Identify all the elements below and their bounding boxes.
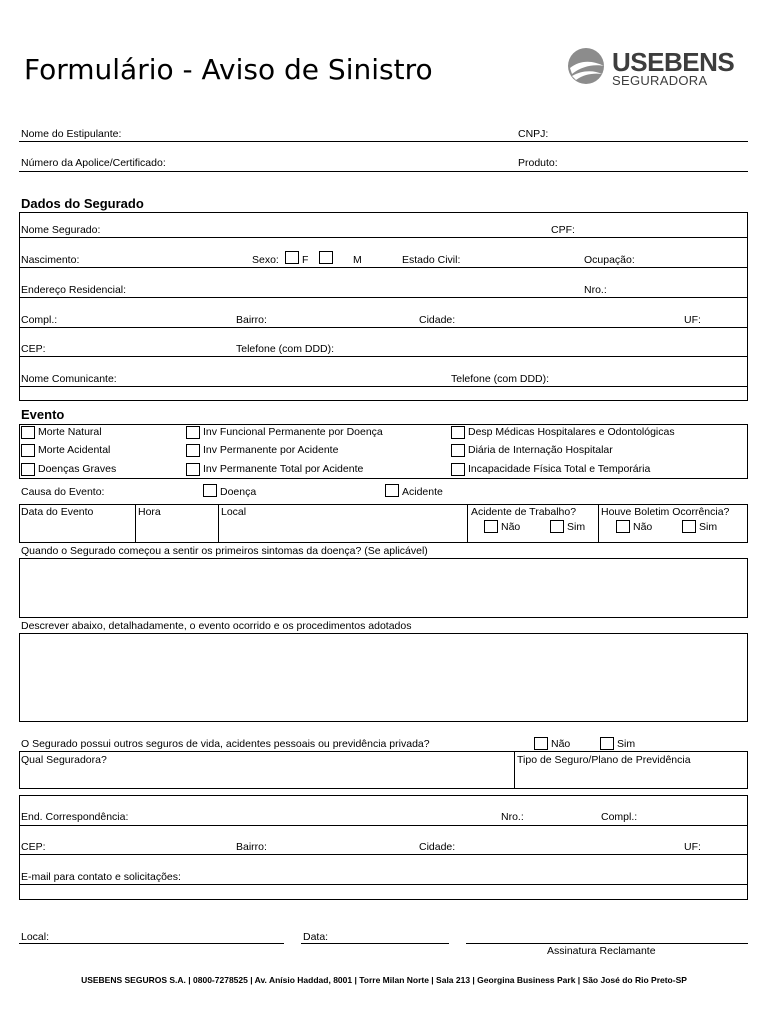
assinatura-label: Assinatura Reclamante (547, 945, 656, 957)
boletim-sim-label: Sim (699, 521, 718, 533)
acidente-trabalho-sim-checkbox[interactable] (550, 520, 564, 533)
morte-acidental-label: Morte Acidental (38, 444, 111, 456)
tipo-seguro-label: Tipo de Seguro/Plano de Previdência (517, 754, 691, 766)
footer-text: USEBENS SEGUROS S.A. | 0800-7278525 | Av. Anísio Haddad, 8001 | Torre Milan Norte | Sala 213 | Georgina Business Park | São José do Rio Preto-SP (81, 975, 687, 985)
sintomas-question: Quando o Segurado começou a sentir os primeiros sintomas da doença? (Se aplicável) (21, 545, 428, 557)
uf-label: UF: (684, 314, 701, 326)
acidente-trabalho-nao-label: Não (501, 521, 521, 533)
causa-acidente-label: Acidente (402, 486, 443, 498)
descrever-textarea[interactable] (19, 633, 748, 722)
end-correspondencia-label: End. Correspondência: (21, 811, 129, 823)
nome-segurado-label: Nome Segurado: (21, 224, 101, 236)
causa-doenca-checkbox[interactable] (203, 484, 217, 497)
outros-seguros-sim-checkbox[interactable] (600, 737, 614, 750)
data-field[interactable] (301, 943, 449, 944)
nascimento-label: Nascimento: (21, 254, 80, 266)
corr-bairro-label: Bairro: (236, 841, 267, 853)
sintomas-textarea[interactable] (19, 558, 748, 618)
inv-permanente-acidente-checkbox[interactable] (186, 444, 200, 457)
assinatura-field[interactable] (466, 943, 748, 944)
estipulante-label: Nome do Estipulante: (21, 128, 122, 140)
boletim-label: Houve Boletim Ocorrência? (601, 506, 730, 518)
email-label: E-mail para contato e solicitações: (21, 871, 181, 883)
nro-label: Nro.: (584, 284, 607, 296)
cpf-label: CPF: (551, 224, 575, 236)
apolice-label: Número da Apolice/Certificado: (21, 157, 166, 169)
telefone-label: Telefone (com DDD): (236, 343, 335, 355)
logo-subtitle: SEGURADORA (612, 73, 708, 88)
acidente-trabalho-nao-checkbox[interactable] (484, 520, 498, 533)
outros-seguros-sim-label: Sim (617, 738, 636, 750)
segurado-heading: Dados do Segurado (21, 196, 144, 211)
apolice-field[interactable] (19, 171, 748, 172)
acidente-trabalho-label: Acidente de Trabalho? (471, 506, 577, 518)
diaria-internacao-checkbox[interactable] (451, 444, 465, 457)
evento-heading: Evento (21, 407, 65, 422)
doencas-graves-checkbox[interactable] (21, 463, 35, 476)
bairro-label: Bairro: (236, 314, 267, 326)
hora-label: Hora (138, 506, 161, 518)
corr-compl-label: Compl.: (601, 811, 638, 823)
inv-permanente-total-checkbox[interactable] (186, 463, 200, 476)
morte-natural-label: Morte Natural (38, 426, 102, 438)
sexo-label: Sexo: (252, 254, 279, 266)
inv-funcional-checkbox[interactable] (186, 426, 200, 439)
estipulante-field[interactable] (19, 141, 748, 142)
sexo-f-checkbox[interactable] (285, 251, 299, 264)
logo-name: USEBENS (612, 47, 735, 77)
cep-label: CEP: (21, 343, 46, 355)
corr-nro-label: Nro.: (501, 811, 524, 823)
doencas-graves-label: Doenças Graves (38, 463, 117, 475)
compl-label: Compl.: (21, 314, 58, 326)
acidente-trabalho-sim-label: Sim (567, 521, 586, 533)
ocupacao-label: Ocupação: (584, 254, 635, 266)
desp-medicas-checkbox[interactable] (451, 426, 465, 439)
qual-seguradora-label: Qual Seguradora? (21, 754, 107, 766)
inv-funcional-label: Inv Funcional Permanente por Doença (203, 426, 383, 438)
corr-cep-label: CEP: (21, 841, 46, 853)
corr-uf-label: UF: (684, 841, 701, 853)
local-field[interactable] (19, 943, 284, 944)
inv-permanente-acidente-label: Inv Permanente por Acidente (203, 444, 339, 456)
estado-civil-label: Estado Civil: (402, 254, 461, 266)
boletim-sim-checkbox[interactable] (682, 520, 696, 533)
local-label: Local: (21, 931, 50, 943)
sexo-m-label: M (353, 254, 362, 266)
local-evento-label: Local (221, 506, 247, 518)
morte-acidental-checkbox[interactable] (21, 444, 35, 457)
morte-natural-checkbox[interactable] (21, 426, 35, 439)
causa-acidente-checkbox[interactable] (385, 484, 399, 497)
outros-seguros-question: O Segurado possui outros seguros de vida, acidentes pessoais ou previdência privada? (21, 738, 430, 750)
outros-seguros-nao-label: Não (551, 738, 571, 750)
produto-label: Produto: (518, 157, 558, 169)
segurado-table (19, 212, 748, 401)
comunicante-label: Nome Comunicante: (21, 373, 117, 385)
incapacidade-label: Incapacidade Física Total e Temporária (468, 463, 651, 475)
sexo-f-label: F (302, 254, 309, 266)
data-evento-label: Data do Evento (21, 506, 94, 518)
page-title: Formulário - Aviso de Sinistro (24, 53, 433, 86)
cnpj-label: CNPJ: (518, 128, 549, 140)
diaria-internacao-label: Diária de Internação Hospitalar (468, 444, 613, 456)
endereco-label: Endereço Residencial: (21, 284, 127, 296)
causa-doenca-label: Doença (220, 486, 257, 498)
outros-seguros-nao-checkbox[interactable] (534, 737, 548, 750)
company-logo (566, 46, 736, 92)
causa-evento-label: Causa do Evento: (21, 486, 105, 498)
cidade-label: Cidade: (419, 314, 456, 326)
boletim-nao-checkbox[interactable] (616, 520, 630, 533)
telefone-comunicante-label: Telefone (com DDD): (451, 373, 550, 385)
logo-icon (566, 46, 608, 88)
desp-medicas-label: Desp Médicas Hospitalares e Odontológicas (468, 426, 675, 438)
corr-cidade-label: Cidade: (419, 841, 456, 853)
boletim-nao-label: Não (633, 521, 653, 533)
descrever-question: Descrever abaixo, detalhadamente, o evento ocorrido e os procedimentos adotados (21, 620, 412, 632)
sexo-m-checkbox[interactable] (319, 251, 333, 264)
inv-permanente-total-label: Inv Permanente Total por Acidente (203, 463, 364, 475)
data-label: Data: (303, 931, 329, 943)
incapacidade-checkbox[interactable] (451, 463, 465, 476)
